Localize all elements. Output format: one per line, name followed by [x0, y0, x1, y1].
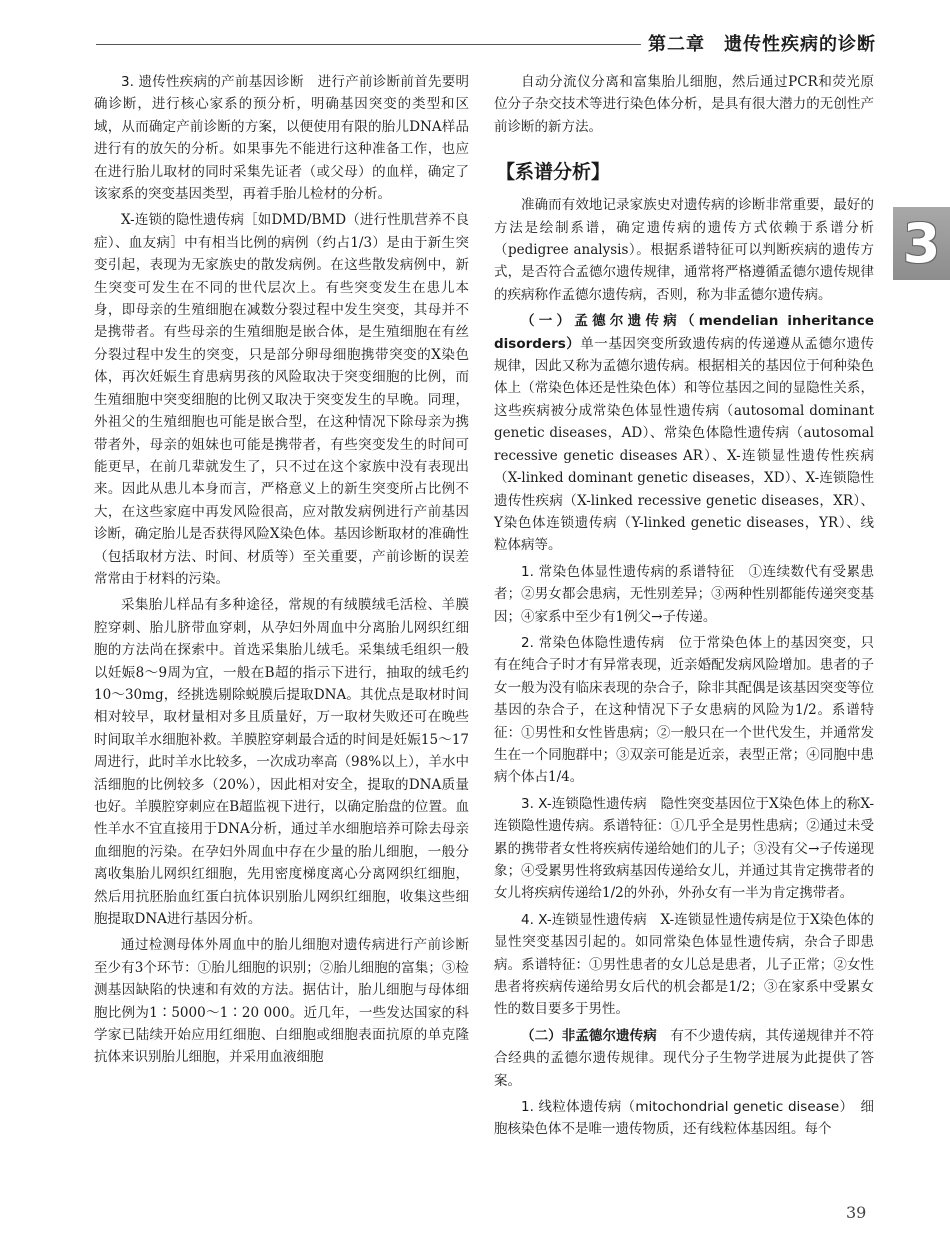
paragraph — [94, 71, 469, 205]
subheading: 1. 线粒体遗传病（mitochondrial genetic disease） — [521, 1099, 847, 1116]
paragraph: 采集胎儿样品有多种途径，常规的有绒膜绒毛活检、羊膜腔穿刺、胎儿脐带血穿刺，从孕妇外周血中分离胎儿网织红细胞的方法尚在探索中。首选采集胎儿绒毛。采集绒毛组织一般以妊娠8～9周为宜，一般在B超的指示下进行，抽取的绒毛约10～30mg，经挑选剔除蜕膜后提取DNA。其优点是取材时间相对较早，取材量相对多且质量好，万一取材失败还可在晚些时间取羊水细胞补救。羊膜腔穿刺最合适的时间是妊娠15～17周进行，此时羊水比较多，一次成功率高（98%以上），羊水中活细胞的比例较多（20%），因此相对安全，提取的DNA质量也好。羊膜腔穿刺应在B超监视下进行，以确定胎盘的位置。血性羊水不宜直接用于DNA分析，通过羊水细胞培养可除去母亲血细胞的污染。在孕妇外周血中存在少量的胎儿细胞，一般分离收集胎儿网织红细胞，先用密度梯度离心分离网织红细胞，然后用抗胚胎血红蛋白抗体识别胎儿网织红细胞，收集这些细胞提取DNA进行基因分析。 — [94, 597, 469, 928]
right-column — [494, 71, 874, 1143]
paragraph — [494, 310, 874, 556]
subheading: （一）孟德尔遗传病（mendelian inheritance disorders） — [494, 313, 874, 352]
subheading: （二）非孟德尔遗传病 — [521, 1027, 657, 1044]
header-rule — [96, 44, 641, 45]
paragraph-text: 细胞核染色体不是唯一遗传物质，还有线粒体基因组。每个 — [494, 1099, 875, 1138]
page-number: 39 — [846, 1203, 867, 1222]
paragraph: 通过检测母体外周血中的胎儿细胞对遗传病进行产前诊断至少有3个环节：①胎儿细胞的识别；②胎儿细胞的富集；③检测基因缺陷的快速和有效的方法。据估计，胎儿细胞与母体细胞比例为1∶5000～1∶20 000。近几年，一些发达国家的科学家已陆续开始应用红细胞、白细胞或细胞表面抗原的单克隆抗体来识别胎儿细胞，并采用血液细胞 — [94, 937, 469, 1066]
paragraph-text: X-连锁显性遗传病是位于X染色体的显性突变基因引起的。如同常染色体显性遗传病，杂合子即患病。系谱特征：①男性患者的女儿总是患者，儿子正常；②女性患者将疾病传递给男女后代的机会都是1/2；③在家系中受累女性的数目要多于男性。 — [494, 911, 875, 1018]
paragraph: 自动分流仪分离和富集胎儿细胞，然后通过PCR和荧光原位分子杂交技术等进行染色体分析，是具有很大潜力的无创性产前诊断的新方法。 — [494, 74, 874, 135]
paragraph — [494, 632, 874, 789]
paragraph — [494, 561, 874, 628]
paragraph-text: 单一基因突变所致遗传病的传递遵从孟德尔遗传规律，因此又称为孟德尔遗传病。根据相关的基因位于何种染色体上（常染色体还是性染色体）和等位基因之间的显隐性关系，这些疾病被分成常染色体显性遗传病（autosomal dominant genetic diseases，AD）、常染色体隐性遗传病（autosomal recessive genetic diseases AR）、X-连锁显性遗传性疾病（X-linked dominant genetic diseases，XD）、X-连锁隐性遗传性疾病（X-linked recessive genetic diseases，XR）、Y染色体连锁遗传病（Y-linked genetic diseases，YR）、线粒体病等。 — [494, 335, 874, 554]
subheading: 3. X-连锁隐性遗传病 — [521, 795, 647, 812]
paragraph: X-连锁的隐性遗传病［如DMD/BMD（进行性肌营养不良症）、血友病］中有相当比例的病例（约占1/3）是由于新生突变引起，表现为无家族史的散发病例。在这些散发病例中，新生突变可发生在不同的世代层次上。有些突变发生在患儿本身，即母亲的生殖细胞在减数分裂过程中发生突变，其母并不是携带者。有些母亲的生殖细胞是嵌合体，是生殖细胞在有丝分裂过程中发生的突变，只是部分卵母细胞携带突变的X染色体，再次妊娠生育患病男孩的风险取决于突变细胞的比例，而生殖细胞中突变细胞的比例又取决于突变发生的早晚。同理，外祖父的生殖细胞也可能是嵌合型，在这种情况下除母亲为携带者外，母亲的姐妹也可能是携带者，有些突变发生的时间可能更早，在前几辈就发生了，只不过在这个家族中没有表现出来。因此从患儿本身而言，严格意义上的新生突变所占比例不大，在这些家庭中再发风险很高，应对散发病例进行产前基因诊断，确定胎儿是否获得风险X染色体。基因诊断取材的准确性（包括取材方法、时间、材质等）至关重要，产前诊断的误差常常由于材料的污染。 — [94, 212, 469, 587]
paragraph-text: 有不少遗传病，其传递规律并不符合经典的孟德尔遗传规律。现代分子生物学进展为此提供了答案。 — [494, 1027, 875, 1089]
chapter-tab: 3 — [893, 207, 950, 280]
subheading: 1. 常染色体显性遗传病的系谱特征 — [521, 563, 735, 580]
section-heading: 【系谱分析】 — [496, 161, 611, 184]
chapter-header-title: 第二章 遗传性疾病的诊断 — [648, 34, 876, 55]
paragraph: 准确而有效地记录家族史对遗传病的诊断非常重要，最好的方法是绘制系谱，确定遗传病的遗传方式依赖于系谱分析（pedigree analysis）。根据系谱特征可以判断疾病的遗传方式，是否符合孟德尔遗传规律，通常将严格遵循孟德尔遗传规律的疾病称作孟德尔遗传病，否则，称为非孟德尔遗传病。 — [494, 197, 874, 303]
paragraph-text: 隐性突变基因位于X染色体上的称X-连锁隐性遗传病。系谱特征：①几乎全是男性患病；②通过未受累的携带者女性将疾病传递给她们的儿子；③没有父→子传递现象；④受累男性将致病基因传递给女儿，并通过其肯定携带者的女儿将疾病传递给1/2的外孙，外孙女有一半为肯定携带者。 — [494, 795, 875, 902]
subheading: 3. 遗传性疾病的产前基因诊断 — [121, 74, 304, 90]
paragraph — [494, 793, 874, 905]
paragraph-text: 位于常染色体上的基因突变，只有在纯合子时才有异常表现，近亲婚配发病风险增加。患者的子女一般为没有临床表现的杂合子，除非其配偶是该基因突变等位基因的杂合子，在这种情况下子女患病的风险为1/2。系谱特征：①男性和女性皆患病；②一般只在一个世代发生，并通常发生在一个同胞群中；③双亲可能是近亲，表型正常；④同胞中患病个体占1/4。 — [494, 634, 875, 786]
subheading: 2. 常染色体隐性遗传病 — [521, 634, 665, 651]
subheading: 4. X-连锁显性遗传病 — [521, 911, 647, 928]
paragraph-text: ①连续数代有受累患者；②男女都会患病，无性别差异；③两种性别都能传递突变基因；④家系中至少有1例父→子传递。 — [494, 563, 875, 625]
left-column — [94, 71, 469, 1071]
paragraph — [494, 1096, 874, 1141]
paragraph — [494, 1025, 874, 1092]
paragraph-text: 进行产前诊断前首先要明确诊断，进行核心家系的预分析，明确基因突变的类型和区域，从而确定产前诊断的方案，以便使用有限的胎儿DNA样品进行有的放矢的分析。如果事先不能进行这种准备工作，也应在进行胎儿取材的同时采集先证者（或父母）的血样，确定了该家系的突变基因类型，再着手胎儿检材的分析。 — [94, 74, 470, 203]
paragraph — [494, 909, 874, 1021]
